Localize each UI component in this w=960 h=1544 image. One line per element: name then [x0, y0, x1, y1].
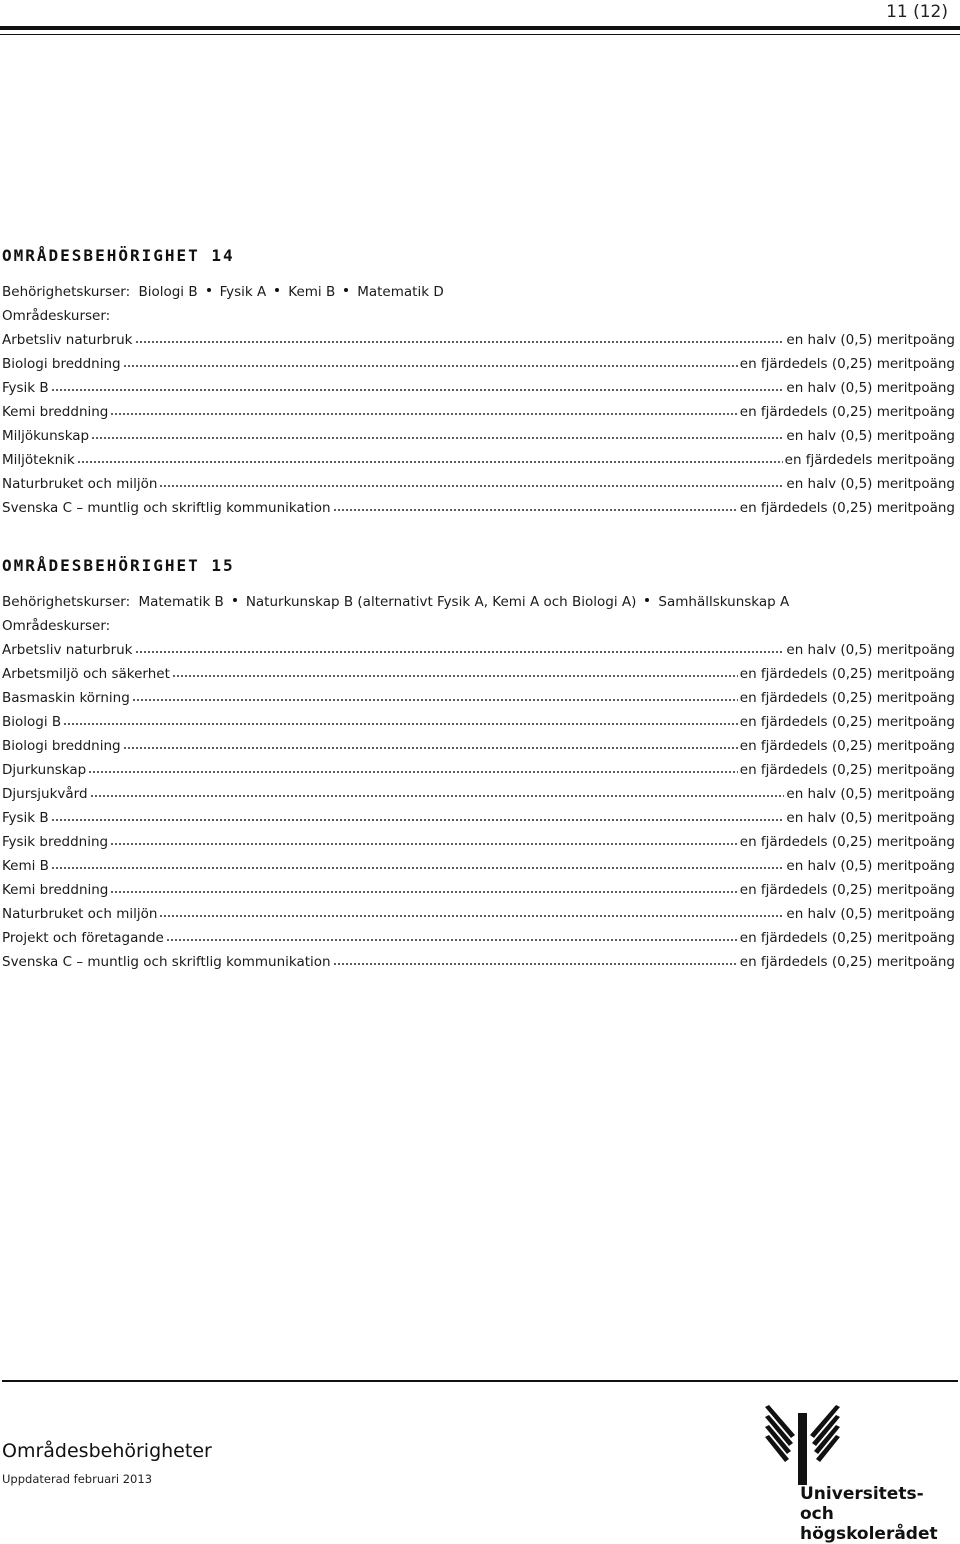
requirement-course: Biologi B: [138, 284, 198, 300]
section-heading: OMRÅDESBEHÖRIGHET 15: [2, 556, 235, 575]
course-name: Biologi breddning: [2, 738, 121, 754]
list-item: [2, 400, 955, 424]
logo-line-2: högskolerådet: [800, 1524, 938, 1544]
section-omradesbehorighet-15: [2, 554, 955, 974]
dot-leader: [77, 452, 783, 464]
merit-value: en halv (0,5) meritpoäng: [786, 906, 955, 922]
dot-leader: [51, 858, 784, 870]
dot-leader: [123, 356, 738, 368]
merit-value: en fjärdedels (0,25) meritpoäng: [739, 690, 955, 706]
list-item: [2, 926, 955, 950]
merit-value: en halv (0,5) meritpoäng: [786, 810, 955, 826]
list-item: [2, 950, 955, 974]
footer-rule: [2, 1380, 958, 1382]
merit-value: en halv (0,5) meritpoäng: [786, 428, 955, 444]
merit-value: en fjärdedels (0,25) meritpoäng: [739, 738, 955, 754]
merit-value: en fjärdedels (0,25) meritpoäng: [739, 500, 955, 516]
list-item: [2, 782, 955, 806]
logo-line-1: Universitets- och: [800, 1484, 924, 1524]
merit-value: en fjärdedels (0,25) meritpoäng: [739, 930, 955, 946]
course-name: Biologi B: [2, 714, 62, 730]
requirement-course: Fysik A: [219, 284, 267, 300]
dot-leader: [123, 738, 738, 750]
merit-value: en halv (0,5) meritpoäng: [786, 476, 955, 492]
dot-leader: [159, 906, 784, 918]
dot-leader: [132, 690, 738, 702]
bullet-separator: [645, 598, 649, 602]
section-heading: OMRÅDESBEHÖRIGHET 14: [2, 246, 235, 265]
course-name: Fysik B: [2, 810, 49, 826]
list-item: [2, 878, 955, 902]
dot-leader: [172, 666, 738, 678]
course-name: Fysik breddning: [2, 834, 109, 850]
list-item: [2, 472, 955, 496]
list-item: [2, 902, 955, 926]
list-item: [2, 758, 955, 782]
header-rule-thin: [0, 34, 960, 35]
requirement-label: Behörighetskurser:: [2, 594, 131, 610]
dot-leader: [51, 810, 785, 822]
course-name: Biologi breddning: [2, 356, 121, 372]
dot-leader: [135, 332, 785, 344]
course-name: Arbetsliv naturbruk: [2, 642, 133, 658]
dot-leader: [110, 882, 737, 894]
dot-leader: [135, 642, 785, 654]
requirement-label: Behörighetskurser:: [2, 284, 131, 300]
list-item: [2, 328, 955, 352]
dot-leader: [90, 786, 785, 798]
merit-value: en halv (0,5) meritpoäng: [786, 332, 955, 348]
list-item: [2, 734, 955, 758]
header-rule: [0, 26, 960, 30]
course-name: Arbetsliv naturbruk: [2, 332, 133, 348]
course-name: Miljöteknik: [2, 452, 75, 468]
list-item: [2, 376, 955, 400]
merit-value: en fjärdedels (0,25) meritpoäng: [739, 356, 955, 372]
uhr-logo-icon: [765, 1405, 840, 1485]
dot-leader: [166, 930, 738, 942]
course-name: Basmaskin körning: [2, 690, 130, 706]
bullet-separator: [207, 288, 211, 292]
page-number: 11 (12): [886, 2, 948, 22]
merit-value: en fjärdedels (0,25) meritpoäng: [739, 762, 955, 778]
area-course-list: [2, 638, 955, 974]
requirement-course: Matematik D: [357, 284, 444, 300]
bullet-separator: [233, 598, 237, 602]
merit-value: en fjärdedels (0,25) meritpoäng: [739, 834, 955, 850]
logo-text: [800, 1484, 960, 1544]
list-item: [2, 830, 955, 854]
course-name: Djursjukvård: [2, 786, 88, 802]
dot-leader: [51, 380, 785, 392]
list-item: [2, 686, 955, 710]
merit-value: en halv (0,5) meritpoäng: [786, 642, 955, 658]
course-name: Kemi breddning: [2, 882, 109, 898]
footer-title: Områdesbehörigheter: [2, 1440, 212, 1462]
merit-value: en fjärdedels meritpoäng: [784, 452, 955, 468]
course-name: Fysik B: [2, 380, 49, 396]
dot-leader: [333, 500, 738, 512]
requirement-course: Naturkunskap B (alternativt Fysik A, Kemi A och Biologi A): [245, 594, 637, 610]
list-item: [2, 710, 955, 734]
area-courses-heading: Områdeskurser:: [2, 618, 111, 634]
dot-leader: [88, 762, 738, 774]
dot-leader: [63, 714, 738, 726]
course-name: Arbetsmiljö och säkerhet: [2, 666, 170, 682]
list-item: [2, 448, 955, 472]
course-name: Svenska C – muntlig och skriftlig kommunikation: [2, 954, 331, 970]
requirement-course: Kemi B: [288, 284, 336, 300]
section-omradesbehorighet-14: [2, 244, 955, 520]
dot-leader: [159, 476, 784, 488]
list-item: [2, 424, 955, 448]
list-item: [2, 662, 955, 686]
merit-value: en fjärdedels (0,25) meritpoäng: [739, 954, 955, 970]
course-name: Projekt och företagande: [2, 930, 164, 946]
list-item: [2, 496, 955, 520]
requirement-course: Samhällskunskap A: [658, 594, 790, 610]
footer-date: Uppdaterad februari 2013: [2, 1472, 153, 1486]
course-name: Naturbruket och miljön: [2, 906, 158, 922]
list-item: [2, 352, 955, 376]
merit-value: en fjärdedels (0,25) meritpoäng: [739, 714, 955, 730]
list-item: [2, 806, 955, 830]
list-item: [2, 638, 955, 662]
merit-value: en fjärdedels (0,25) meritpoäng: [739, 882, 955, 898]
requirement-course: Matematik B: [138, 594, 224, 610]
merit-value: en fjärdedels (0,25) meritpoäng: [739, 666, 955, 682]
list-item: [2, 854, 955, 878]
course-name: Kemi B: [2, 858, 49, 874]
dot-leader: [110, 404, 737, 416]
dot-leader: [110, 834, 738, 846]
merit-value: en halv (0,5) meritpoäng: [786, 858, 955, 874]
merit-value: en halv (0,5) meritpoäng: [786, 786, 955, 802]
bullet-separator: [344, 288, 348, 292]
merit-value: en halv (0,5) meritpoäng: [786, 380, 955, 396]
bullet-separator: [275, 288, 279, 292]
course-name: Miljökunskap: [2, 428, 90, 444]
merit-value: en fjärdedels (0,25) meritpoäng: [739, 404, 955, 420]
dot-leader: [91, 428, 784, 440]
course-name: Djurkunskap: [2, 762, 87, 778]
dot-leader: [333, 954, 738, 966]
requirement-courses: [2, 590, 955, 614]
course-name: Naturbruket och miljön: [2, 476, 158, 492]
area-courses-heading: Områdeskurser:: [2, 308, 111, 324]
area-course-list: [2, 328, 955, 520]
course-name: Svenska C – muntlig och skriftlig kommunikation: [2, 500, 331, 516]
requirement-courses: [2, 280, 955, 304]
course-name: Kemi breddning: [2, 404, 109, 420]
